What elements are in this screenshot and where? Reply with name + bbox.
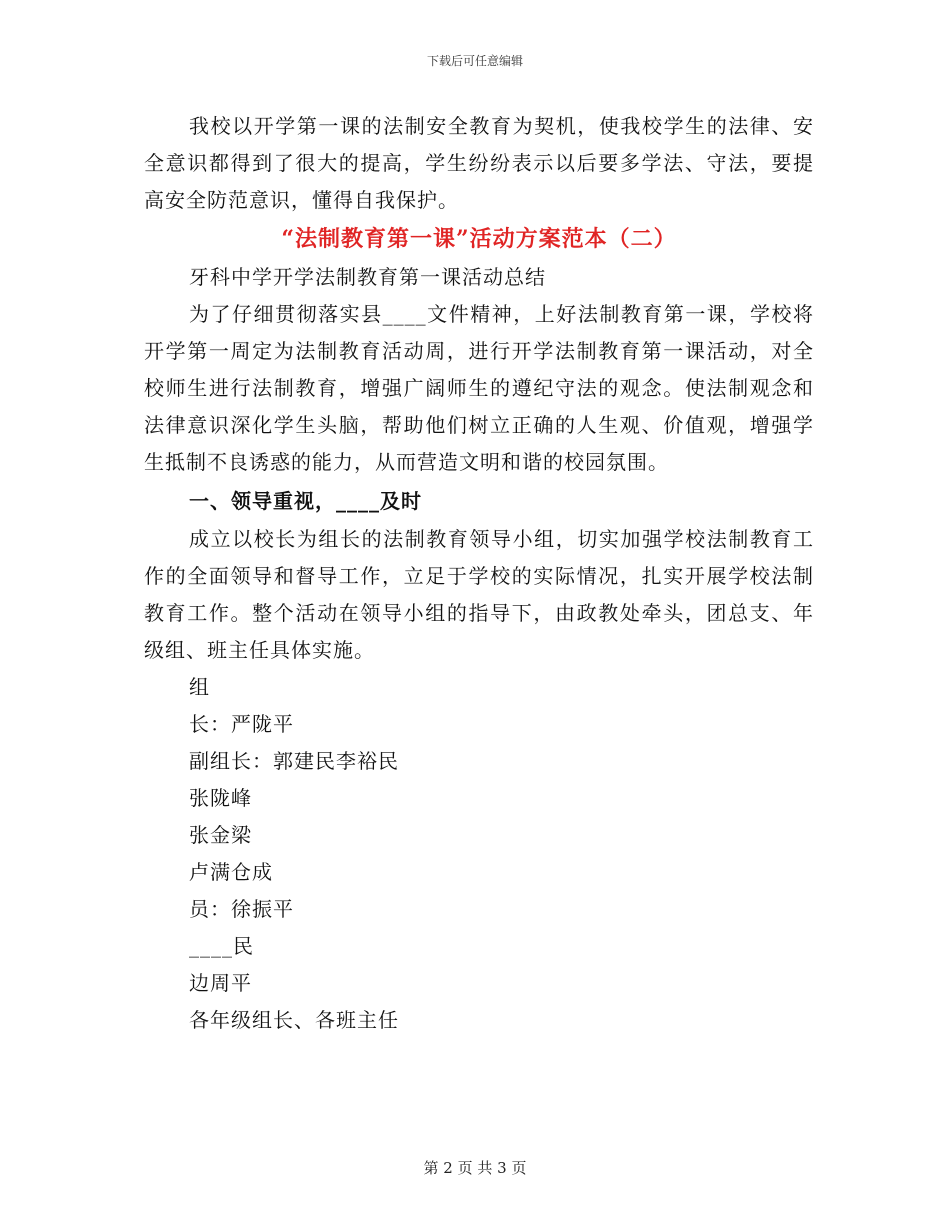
page-number: 第 2 页 共 3 页 [423, 1159, 527, 1177]
intro-paragraph: 我校以开学第一课的法制安全教育为契机，使我校学生的法律、安全意识都得到了很大的提高，学生纷纷表示以后要多学法、守法，要提高安全防范意识，懂得自我保护。 [144, 114, 814, 212]
member-line: 长：严陇平 [189, 712, 294, 736]
paragraph-2: 成立以校长为组长的法制教育领导小组，切实加强学校法制教育工作的全面领导和督导工作，立足于学校的实际情况，扎实开展学校法制教育工作。整个活动在领导小组的指导下，由政教处牵头，团总支、年级组、班主任具体实施。 [144, 527, 814, 662]
page-header-note: 下载后可任意编辑 [426, 54, 523, 68]
member-line: 张陇峰 [189, 786, 252, 810]
document-body [144, 108, 814, 1039]
member-line: 副组长：郭建民李裕民 [189, 749, 399, 773]
member-line: 卢满仓成 [189, 860, 273, 884]
member-list [144, 669, 814, 1039]
member-line: 边周平 [189, 971, 252, 995]
document-subtitle: 牙科中学开学法制教育第一课活动总结 [189, 265, 546, 289]
document-title: “法制教育第一课”活动方案范本（二） [281, 226, 677, 252]
paragraph-1: 为了仔细贯彻落实县____文件精神，上好法制教育第一课，学校将开学第一周定为法制教育活动周，进行开学法制教育第一课活动，对全校师生进行法制教育，增强广阔师生的遵纪守法的观念。使法制观念和法律意识深化学生头脑，帮助他们树立正确的人生观、价值观，增强学生抵制不良诱惑的能力，从而营造文明和谐的校园氛围。 [144, 302, 814, 474]
member-line: 员：徐振平 [189, 897, 294, 921]
member-line: 各年级组长、各班主任 [189, 1008, 399, 1032]
member-line: ____民 [189, 934, 254, 958]
member-line: 组 [189, 675, 210, 699]
member-line: 张金梁 [189, 823, 252, 847]
section-1-heading: 一、领导重视，____及时 [189, 489, 422, 513]
